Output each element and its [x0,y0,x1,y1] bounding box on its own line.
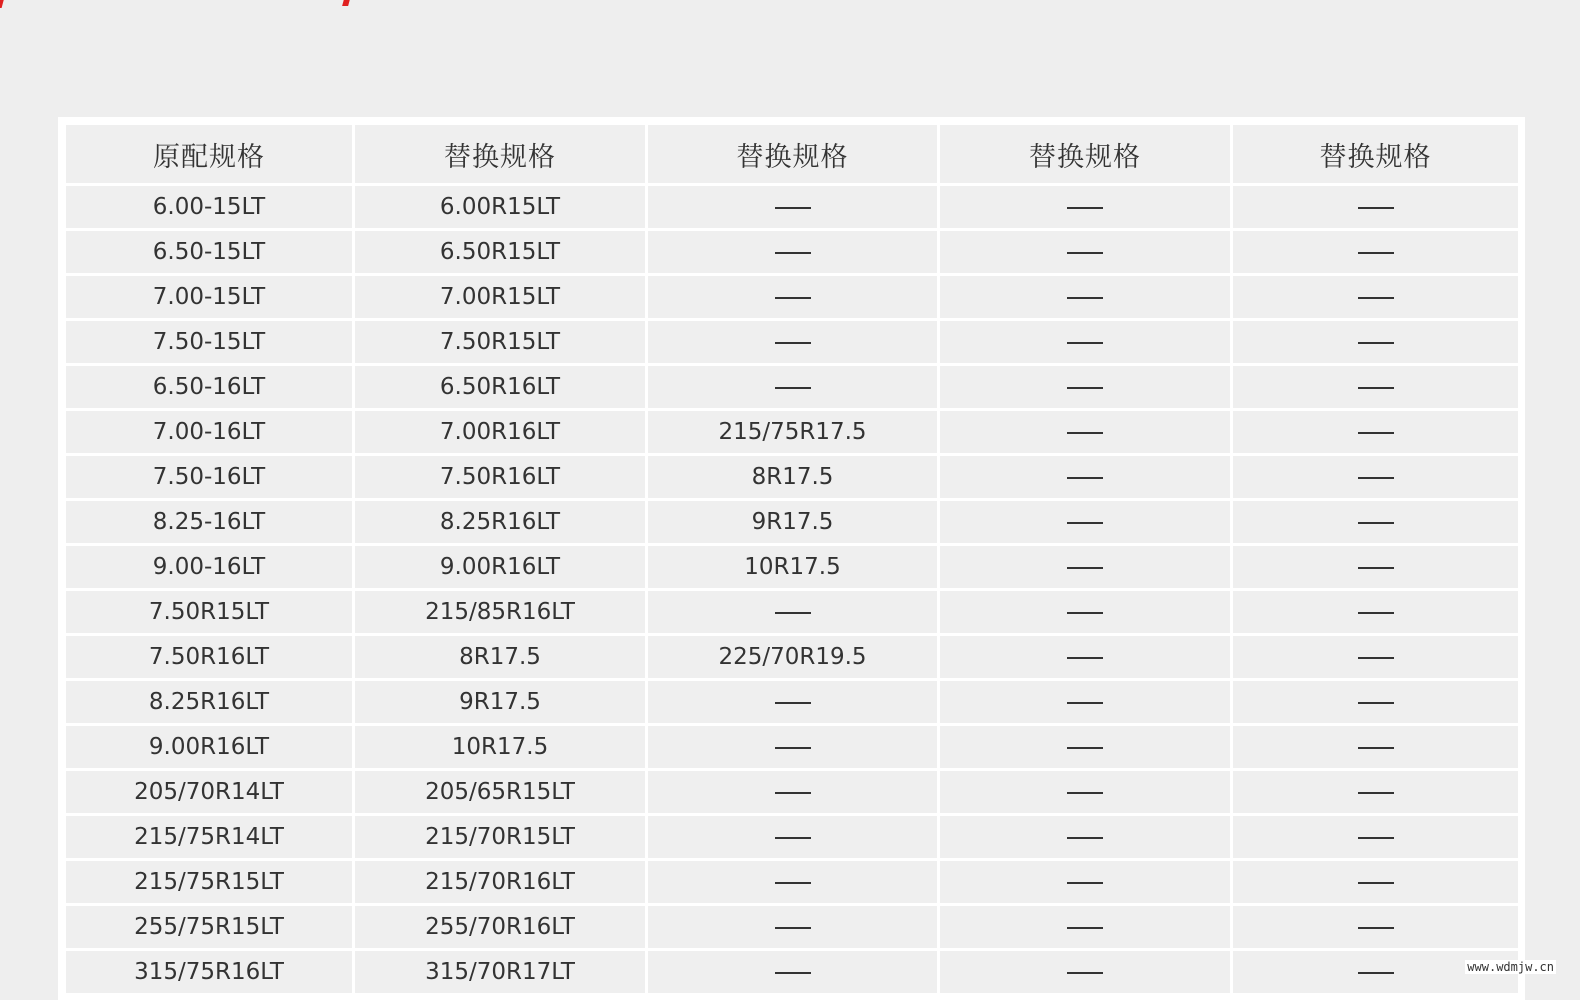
original-spec-cell: 315/75R16LT [65,950,354,995]
replacement-spec-cell [1232,590,1520,635]
table-row [65,770,1520,815]
replacement-spec-cell [1232,725,1520,770]
empty-dash [1358,387,1394,389]
table-row [65,590,1520,635]
empty-dash [1067,792,1103,794]
table-row [65,455,1520,500]
replacement-spec-cell [939,905,1232,950]
replacement-spec-cell [939,860,1232,905]
empty-dash [1358,837,1394,839]
empty-dash [1358,342,1394,344]
table-header-row [65,124,1520,185]
empty-dash [1358,252,1394,254]
replacement-spec-cell: 7.00R15LT [354,275,647,320]
original-spec-cell: 7.50R15LT [65,590,354,635]
table-row [65,500,1520,545]
replacement-spec-cell [647,725,939,770]
replacement-spec-cell [939,950,1232,995]
replacement-spec-cell: 8R17.5 [354,635,647,680]
replacement-spec-cell: 9.00R16LT [354,545,647,590]
original-spec-cell: 255/75R15LT [65,905,354,950]
empty-dash [775,342,811,344]
replacement-spec-cell [1232,320,1520,365]
table-row [65,230,1520,275]
replacement-spec-cell [939,230,1232,275]
replacement-spec-cell: 205/65R15LT [354,770,647,815]
original-spec-cell: 6.50-16LT [65,365,354,410]
empty-dash [1067,522,1103,524]
replacement-spec-cell: 7.50R16LT [354,455,647,500]
replacement-spec-cell [939,500,1232,545]
original-spec-cell: 205/70R14LT [65,770,354,815]
table-row [65,680,1520,725]
replacement-spec-cell: 6.00R15LT [354,185,647,230]
replacement-spec-cell [1232,860,1520,905]
table-row [65,365,1520,410]
empty-dash [1067,747,1103,749]
replacement-spec-cell [647,230,939,275]
replacement-spec-cell: 6.50R15LT [354,230,647,275]
empty-dash [1358,297,1394,299]
table-row [65,410,1520,455]
empty-dash [775,837,811,839]
replacement-spec-cell [1232,635,1520,680]
replacement-spec-cell: 7.00R16LT [354,410,647,455]
replacement-spec-cell [647,815,939,860]
header-replacement-spec-4: 替换规格 [1232,124,1520,185]
replacement-spec-cell: 8.25R16LT [354,500,647,545]
empty-dash [1358,612,1394,614]
empty-dash [1067,882,1103,884]
original-spec-cell: 7.50R16LT [65,635,354,680]
empty-dash [1358,432,1394,434]
replacement-spec-cell [647,905,939,950]
empty-dash [1067,972,1103,974]
replacement-spec-cell [939,365,1232,410]
replacement-spec-cell [939,320,1232,365]
header-replacement-spec-3: 替换规格 [939,124,1232,185]
cropped-heading [0,0,374,10]
replacement-spec-cell: 7.50R15LT [354,320,647,365]
header-original-spec: 原配规格 [65,124,354,185]
empty-dash [1358,882,1394,884]
empty-dash [1358,747,1394,749]
table-row [65,860,1520,905]
table-row [65,725,1520,770]
table-row [65,905,1520,950]
replacement-spec-cell: 255/70R16LT [354,905,647,950]
replacement-spec-cell [939,590,1232,635]
spec-table-container [58,117,1525,1000]
original-spec-cell: 7.00-15LT [65,275,354,320]
replacement-spec-cell [647,590,939,635]
table-row [65,950,1520,995]
original-spec-cell: 6.00-15LT [65,185,354,230]
replacement-spec-cell: 215/75R17.5 [647,410,939,455]
replacement-spec-cell [647,320,939,365]
watermark-text: www.wdmjw.cn [1467,960,1554,974]
empty-dash [1067,927,1103,929]
empty-dash [775,747,811,749]
empty-dash [775,927,811,929]
empty-dash [1358,207,1394,209]
replacement-spec-cell: 9R17.5 [647,500,939,545]
replacement-spec-cell [1232,455,1520,500]
empty-dash [1067,567,1103,569]
replacement-spec-cell [647,860,939,905]
table-row [65,635,1520,680]
empty-dash [1067,342,1103,344]
table-body [65,185,1520,995]
empty-dash [1358,702,1394,704]
replacement-spec-cell: 6.50R16LT [354,365,647,410]
empty-dash [1358,927,1394,929]
table-row [65,320,1520,365]
replacement-spec-cell [647,365,939,410]
header-replacement-spec-2: 替换规格 [647,124,939,185]
empty-dash [775,702,811,704]
replacement-spec-cell [647,185,939,230]
empty-dash [1358,972,1394,974]
empty-dash [775,207,811,209]
replacement-spec-cell [939,185,1232,230]
replacement-spec-cell: 215/70R16LT [354,860,647,905]
empty-dash [775,882,811,884]
replacement-spec-cell [939,635,1232,680]
replacement-spec-cell [939,455,1232,500]
empty-dash [775,387,811,389]
replacement-spec-cell [1232,275,1520,320]
empty-dash [1067,207,1103,209]
replacement-spec-cell: 215/70R15LT [354,815,647,860]
original-spec-cell: 8.25R16LT [65,680,354,725]
replacement-spec-cell: 8R17.5 [647,455,939,500]
original-spec-cell: 6.50-15LT [65,230,354,275]
replacement-spec-cell [647,770,939,815]
replacement-spec-cell: 315/70R17LT [354,950,647,995]
replacement-spec-cell [939,410,1232,455]
replacement-spec-cell [647,950,939,995]
replacement-spec-cell [1232,545,1520,590]
original-spec-cell: 9.00-16LT [65,545,354,590]
replacement-spec-cell: 215/85R16LT [354,590,647,635]
empty-dash [1067,387,1103,389]
empty-dash [1067,297,1103,299]
table-row [65,815,1520,860]
heading-accent-mark-end [342,0,352,6]
replacement-spec-cell [1232,365,1520,410]
replacement-spec-cell [939,725,1232,770]
empty-dash [775,252,811,254]
heading-accent-mark [0,0,6,8]
empty-dash [1067,612,1103,614]
replacement-spec-cell: 9R17.5 [354,680,647,725]
empty-dash [1358,477,1394,479]
original-spec-cell: 8.25-16LT [65,500,354,545]
empty-dash [1358,567,1394,569]
empty-dash [775,612,811,614]
table-row [65,545,1520,590]
replacement-spec-cell [1232,680,1520,725]
replacement-spec-cell [939,275,1232,320]
empty-dash [1067,837,1103,839]
replacement-spec-cell: 225/70R19.5 [647,635,939,680]
empty-dash [775,297,811,299]
replacement-spec-cell [1232,500,1520,545]
replacement-spec-cell [647,680,939,725]
original-spec-cell: 215/75R14LT [65,815,354,860]
original-spec-cell: 7.50-16LT [65,455,354,500]
replacement-spec-cell [939,680,1232,725]
empty-dash [1067,657,1103,659]
table-row [65,185,1520,230]
replacement-spec-cell [1232,770,1520,815]
empty-dash [775,972,811,974]
replacement-spec-cell [939,770,1232,815]
replacement-spec-cell [939,545,1232,590]
replacement-spec-cell [1232,230,1520,275]
original-spec-cell: 7.00-16LT [65,410,354,455]
empty-dash [1067,432,1103,434]
replacement-spec-cell [1232,410,1520,455]
empty-dash [1067,702,1103,704]
replacement-spec-cell [1232,905,1520,950]
empty-dash [1358,792,1394,794]
empty-dash [775,792,811,794]
original-spec-cell: 9.00R16LT [65,725,354,770]
replacement-spec-cell [647,275,939,320]
replacement-spec-cell: 10R17.5 [354,725,647,770]
replacement-spec-cell [939,815,1232,860]
table-row [65,275,1520,320]
replacement-spec-cell [1232,815,1520,860]
original-spec-cell: 7.50-15LT [65,320,354,365]
empty-dash [1067,477,1103,479]
empty-dash [1358,657,1394,659]
tire-spec-table [63,122,1521,996]
header-replacement-spec-1: 替换规格 [354,124,647,185]
empty-dash [1067,252,1103,254]
replacement-spec-cell: 10R17.5 [647,545,939,590]
replacement-spec-cell [1232,185,1520,230]
original-spec-cell: 215/75R15LT [65,860,354,905]
empty-dash [1358,522,1394,524]
